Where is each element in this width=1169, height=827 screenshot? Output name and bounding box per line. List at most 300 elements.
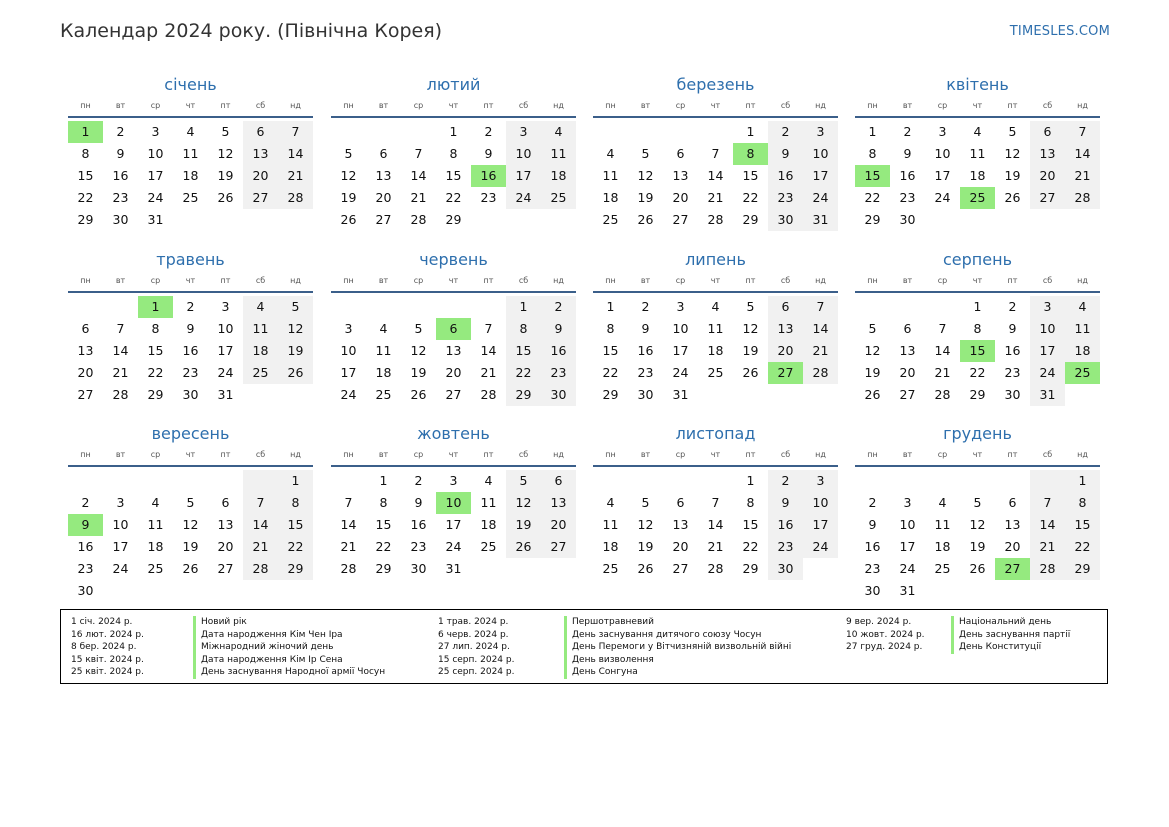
- empty-cell: [995, 470, 1030, 492]
- legend-names-col-1: [193, 616, 385, 679]
- weekday-label: чт: [972, 101, 983, 110]
- day-cell: 23: [637, 365, 654, 380]
- day-cell: 6: [379, 146, 388, 161]
- day-cell: 19: [864, 365, 881, 380]
- day-cell: 11: [969, 146, 986, 161]
- weekday-label: нд: [553, 276, 564, 285]
- day-cell: 20: [541, 514, 576, 536]
- month-block: [593, 74, 838, 231]
- day-cell: 6: [221, 495, 230, 510]
- day-cell: 8: [746, 495, 755, 510]
- brand-link[interactable]: TIMESLES.COM: [1009, 24, 1110, 39]
- day-cell: 13: [672, 168, 689, 183]
- day-cell: 28: [707, 212, 724, 227]
- day-cell: 24: [803, 187, 838, 209]
- header-rule: [68, 116, 313, 118]
- day-cell: 8: [606, 321, 615, 336]
- legend-holiday-name: Першотравневий: [564, 616, 791, 629]
- day-cell: 24: [899, 561, 916, 576]
- weekday-label: нд: [815, 450, 826, 459]
- day-cell: 12: [637, 517, 654, 532]
- day-cell: 18: [602, 190, 619, 205]
- day-cell: 1: [606, 299, 615, 314]
- day-cell: 4: [243, 296, 278, 318]
- day-cell: 2: [768, 121, 803, 143]
- day-cell: 5: [1008, 124, 1017, 139]
- day-cell: 30: [77, 583, 94, 598]
- day-cell: 12: [506, 492, 541, 514]
- day-cell: 20: [1030, 165, 1065, 187]
- day-cell: 5: [868, 321, 877, 336]
- weekday-label: пн: [80, 450, 91, 459]
- empty-cell: [208, 470, 243, 492]
- weekday-label: нд: [1077, 450, 1088, 459]
- legend-date: 15 серп. 2024 р.: [438, 654, 515, 665]
- legend-holiday-name: Міжнародний жіночий день: [193, 641, 385, 654]
- day-cell: 2: [116, 124, 125, 139]
- day-cell: 24: [1030, 362, 1065, 384]
- day-cell: 30: [541, 384, 576, 406]
- day-cell: 2: [768, 470, 803, 492]
- weekday-label: сб: [255, 450, 266, 459]
- day-cell: 21: [707, 539, 724, 554]
- legend-date: 8 бер. 2024 р.: [71, 642, 137, 652]
- day-grid: [593, 121, 838, 231]
- empty-cell: [628, 470, 663, 492]
- day-cell: 17: [445, 517, 462, 532]
- day-cell: 23: [182, 365, 199, 380]
- day-cell: 16: [182, 343, 199, 358]
- day-cell: 2: [81, 495, 90, 510]
- day-cell: 20: [77, 365, 94, 380]
- day-cell: 4: [711, 299, 720, 314]
- weekday-label: пн: [343, 101, 354, 110]
- day-cell: 26: [1004, 190, 1021, 205]
- header-rule: [68, 465, 313, 467]
- header-rule: [331, 291, 576, 293]
- weekday-label: пт: [745, 276, 756, 285]
- weekday-label: нд: [815, 276, 826, 285]
- holiday-day-cell: 8: [733, 143, 768, 165]
- weekday-label: пт: [745, 101, 756, 110]
- weekday-label: пн: [867, 101, 878, 110]
- day-cell: 6: [768, 296, 803, 318]
- day-cell: 13: [375, 168, 392, 183]
- day-cell: 5: [641, 146, 650, 161]
- day-cell: 1: [868, 124, 877, 139]
- weekday-header: [593, 274, 838, 288]
- weekday-label: ср: [413, 450, 424, 459]
- day-cell: 30: [768, 558, 803, 580]
- day-cell: 4: [151, 495, 160, 510]
- empty-cell: [1030, 470, 1065, 492]
- header-rule: [593, 465, 838, 467]
- day-cell: 7: [1030, 492, 1065, 514]
- day-cell: 9: [868, 517, 877, 532]
- day-cell: 30: [410, 561, 427, 576]
- day-cell: 13: [445, 343, 462, 358]
- day-cell: 15: [147, 343, 164, 358]
- day-cell: 29: [602, 387, 619, 402]
- empty-cell: [243, 470, 278, 492]
- empty-cell: [331, 470, 366, 492]
- day-cell: 14: [112, 343, 129, 358]
- day-cell: 18: [541, 165, 576, 187]
- day-cell: 12: [278, 318, 313, 340]
- weekday-label: пн: [80, 276, 91, 285]
- legend-date: 9 вер. 2024 р.: [846, 617, 912, 627]
- day-cell: 8: [449, 146, 458, 161]
- day-cell: 17: [672, 343, 689, 358]
- day-cell: 24: [340, 387, 357, 402]
- weekday-label: сб: [780, 101, 791, 110]
- day-cell: 26: [864, 387, 881, 402]
- day-cell: 8: [151, 321, 160, 336]
- legend-date: 27 груд. 2024 р.: [846, 642, 923, 652]
- weekday-header: [593, 99, 838, 113]
- day-cell: 15: [602, 343, 619, 358]
- day-grid: [855, 296, 1100, 406]
- weekday-label: нд: [1077, 101, 1088, 110]
- weekday-label: чт: [185, 450, 196, 459]
- day-cell: 9: [186, 321, 195, 336]
- day-cell: 21: [410, 190, 427, 205]
- day-cell: 19: [217, 168, 234, 183]
- empty-cell: [436, 296, 471, 318]
- legend-date: 6 черв. 2024 р.: [438, 629, 509, 640]
- day-grid: [331, 121, 576, 231]
- empty-cell: [401, 296, 436, 318]
- day-cell: 14: [278, 143, 313, 165]
- day-cell: 1: [278, 470, 313, 492]
- day-cell: 3: [1030, 296, 1065, 318]
- day-cell: 18: [375, 365, 392, 380]
- legend-date: 27 лип. 2024 р.: [438, 642, 510, 652]
- day-cell: 3: [221, 299, 230, 314]
- day-cell: 17: [340, 365, 357, 380]
- month-name: червень: [419, 250, 488, 269]
- day-cell: 1: [746, 473, 755, 488]
- day-cell: 11: [480, 495, 497, 510]
- day-cell: 27: [243, 187, 278, 209]
- day-cell: 16: [112, 168, 129, 183]
- month-block: [331, 423, 576, 580]
- weekday-label: ср: [413, 101, 424, 110]
- day-cell: 5: [746, 299, 755, 314]
- day-cell: 14: [340, 517, 357, 532]
- weekday-label: сб: [255, 276, 266, 285]
- day-cell: 4: [606, 146, 615, 161]
- day-cell: 6: [903, 321, 912, 336]
- day-cell: 3: [803, 121, 838, 143]
- empty-cell: [366, 296, 401, 318]
- day-cell: 16: [541, 340, 576, 362]
- holiday-day-cell: 25: [960, 187, 995, 209]
- day-cell: 24: [934, 190, 951, 205]
- weekday-label: сб: [1042, 276, 1053, 285]
- weekday-label: нд: [553, 450, 564, 459]
- day-cell: 4: [379, 321, 388, 336]
- day-cell: 9: [1008, 321, 1017, 336]
- holiday-day-cell: 9: [68, 514, 103, 536]
- day-cell: 10: [672, 321, 689, 336]
- day-cell: 17: [803, 165, 838, 187]
- day-cell: 21: [707, 190, 724, 205]
- day-cell: 7: [278, 121, 313, 143]
- day-cell: 27: [217, 561, 234, 576]
- header-rule: [331, 116, 576, 118]
- weekday-label: ср: [675, 276, 686, 285]
- day-cell: 4: [973, 124, 982, 139]
- day-cell: 16: [899, 168, 916, 183]
- empty-cell: [68, 470, 103, 492]
- day-cell: 9: [903, 146, 912, 161]
- day-cell: 18: [969, 168, 986, 183]
- legend-holiday-name: День заснування партії: [951, 629, 1070, 642]
- weekday-label: чт: [448, 276, 459, 285]
- legend-holiday-name: Дата народження Кім Чен Іра: [193, 629, 385, 642]
- day-cell: 20: [768, 340, 803, 362]
- holiday-day-cell: 10: [436, 492, 471, 514]
- weekday-header: [855, 99, 1100, 113]
- day-cell: 14: [410, 168, 427, 183]
- month-block: [593, 249, 838, 406]
- day-cell: 10: [147, 146, 164, 161]
- empty-cell: [331, 121, 366, 143]
- day-cell: 1: [379, 473, 388, 488]
- day-cell: 2: [1008, 299, 1017, 314]
- day-cell: 2: [414, 473, 423, 488]
- day-cell: 2: [541, 296, 576, 318]
- empty-cell: [698, 470, 733, 492]
- header-rule: [855, 116, 1100, 118]
- weekday-label: вт: [640, 276, 651, 285]
- weekday-label: вт: [115, 276, 126, 285]
- day-cell: 25: [707, 365, 724, 380]
- header-rule: [855, 465, 1100, 467]
- day-cell: 19: [340, 190, 357, 205]
- day-cell: 11: [375, 343, 392, 358]
- weekday-label: пт: [483, 276, 494, 285]
- day-cell: 27: [77, 387, 94, 402]
- legend-date: 1 січ. 2024 р.: [71, 617, 133, 627]
- day-cell: 16: [410, 517, 427, 532]
- day-cell: 22: [1065, 536, 1100, 558]
- day-cell: 30: [112, 212, 129, 227]
- weekday-label: вт: [640, 450, 651, 459]
- weekday-label: пн: [80, 101, 91, 110]
- day-cell: 21: [480, 365, 497, 380]
- day-cell: 4: [606, 495, 615, 510]
- day-cell: 25: [375, 387, 392, 402]
- day-cell: 17: [934, 168, 951, 183]
- month-block: [331, 249, 576, 406]
- day-cell: 10: [506, 143, 541, 165]
- day-cell: 28: [112, 387, 129, 402]
- day-cell: 26: [637, 561, 654, 576]
- month-name: листопад: [675, 424, 756, 443]
- day-cell: 30: [768, 209, 803, 231]
- day-cell: 21: [1065, 165, 1100, 187]
- day-cell: 26: [410, 387, 427, 402]
- weekday-label: вт: [378, 101, 389, 110]
- day-cell: 17: [803, 514, 838, 536]
- day-cell: 9: [641, 321, 650, 336]
- day-cell: 19: [637, 539, 654, 554]
- month-block: [331, 74, 576, 231]
- day-cell: 15: [375, 517, 392, 532]
- day-cell: 11: [243, 318, 278, 340]
- day-cell: 31: [147, 212, 164, 227]
- day-cell: 30: [864, 583, 881, 598]
- day-cell: 27: [375, 212, 392, 227]
- day-cell: 4: [938, 495, 947, 510]
- day-cell: 5: [186, 495, 195, 510]
- day-cell: 27: [541, 536, 576, 558]
- day-cell: 28: [243, 558, 278, 580]
- day-cell: 29: [864, 212, 881, 227]
- weekday-label: сб: [1042, 101, 1053, 110]
- empty-cell: [138, 470, 173, 492]
- empty-cell: [698, 121, 733, 143]
- weekday-label: сб: [255, 101, 266, 110]
- weekday-label: вт: [902, 276, 913, 285]
- weekday-header: [331, 274, 576, 288]
- day-cell: 30: [637, 387, 654, 402]
- weekday-label: пн: [343, 276, 354, 285]
- legend-holiday-name: День визволення: [564, 654, 791, 667]
- day-cell: 7: [938, 321, 947, 336]
- weekday-label: пн: [867, 276, 878, 285]
- day-cell: 15: [506, 340, 541, 362]
- day-cell: 26: [506, 536, 541, 558]
- day-cell: 14: [243, 514, 278, 536]
- day-cell: 19: [182, 539, 199, 554]
- day-cell: 10: [803, 492, 838, 514]
- day-cell: 16: [768, 165, 803, 187]
- day-cell: 7: [484, 321, 493, 336]
- day-cell: 22: [742, 190, 759, 205]
- day-cell: 22: [147, 365, 164, 380]
- empty-cell: [593, 470, 628, 492]
- day-cell: 29: [445, 212, 462, 227]
- day-cell: 20: [672, 190, 689, 205]
- day-cell: 21: [934, 365, 951, 380]
- day-cell: 12: [182, 517, 199, 532]
- header-rule: [855, 291, 1100, 293]
- day-cell: 2: [903, 124, 912, 139]
- month-name: лютий: [426, 75, 481, 94]
- day-cell: 2: [641, 299, 650, 314]
- day-cell: 14: [480, 343, 497, 358]
- day-cell: 22: [969, 365, 986, 380]
- day-cell: 5: [278, 296, 313, 318]
- day-cell: 21: [112, 365, 129, 380]
- day-cell: 16: [77, 539, 94, 554]
- day-cell: 18: [147, 539, 164, 554]
- day-cell: 20: [899, 365, 916, 380]
- day-cell: 17: [112, 539, 129, 554]
- day-cell: 13: [217, 517, 234, 532]
- day-grid: [593, 296, 838, 406]
- day-cell: 24: [506, 187, 541, 209]
- day-cell: 13: [541, 492, 576, 514]
- day-cell: 27: [899, 387, 916, 402]
- day-cell: 13: [1030, 143, 1065, 165]
- weekday-label: сб: [518, 101, 529, 110]
- day-cell: 25: [541, 187, 576, 209]
- day-cell: 16: [637, 343, 654, 358]
- empty-cell: [593, 121, 628, 143]
- month-name: вересень: [151, 424, 230, 443]
- weekday-label: сб: [780, 450, 791, 459]
- day-cell: 7: [803, 296, 838, 318]
- day-cell: 6: [676, 495, 685, 510]
- day-grid: [68, 121, 313, 231]
- day-grid: [593, 470, 838, 580]
- empty-cell: [925, 296, 960, 318]
- day-cell: 18: [707, 343, 724, 358]
- day-cell: 12: [742, 321, 759, 336]
- header-rule: [68, 291, 313, 293]
- legend-dates-col-1: [71, 616, 144, 679]
- weekday-label: пт: [483, 101, 494, 110]
- weekday-label: чт: [710, 101, 721, 110]
- day-cell: 24: [672, 365, 689, 380]
- weekday-label: сб: [780, 276, 791, 285]
- day-cell: 3: [803, 470, 838, 492]
- weekday-label: чт: [448, 450, 459, 459]
- weekday-label: ср: [937, 101, 948, 110]
- day-cell: 1: [1065, 470, 1100, 492]
- day-cell: 15: [1065, 514, 1100, 536]
- month-name: серпень: [943, 250, 1012, 269]
- day-cell: 20: [375, 190, 392, 205]
- day-cell: 24: [445, 539, 462, 554]
- weekday-label: пт: [1007, 101, 1018, 110]
- day-cell: 8: [379, 495, 388, 510]
- day-cell: 21: [340, 539, 357, 554]
- day-cell: 23: [410, 539, 427, 554]
- legend-date: 25 серп. 2024 р.: [438, 667, 515, 677]
- day-cell: 3: [938, 124, 947, 139]
- empty-cell: [366, 121, 401, 143]
- day-cell: 14: [1030, 514, 1065, 536]
- day-cell: 16: [768, 514, 803, 536]
- day-cell: 27: [445, 387, 462, 402]
- day-cell: 14: [1065, 143, 1100, 165]
- weekday-label: пн: [605, 450, 616, 459]
- day-cell: 22: [445, 190, 462, 205]
- day-cell: 6: [541, 470, 576, 492]
- day-grid: [331, 296, 576, 406]
- day-cell: 6: [243, 121, 278, 143]
- day-cell: 13: [768, 318, 803, 340]
- day-cell: 7: [1065, 121, 1100, 143]
- weekday-label: чт: [972, 450, 983, 459]
- empty-cell: [960, 470, 995, 492]
- day-cell: 18: [480, 517, 497, 532]
- day-cell: 29: [77, 212, 94, 227]
- weekday-label: нд: [553, 101, 564, 110]
- month-name: квітень: [946, 75, 1009, 94]
- day-cell: 23: [480, 190, 497, 205]
- day-cell: 12: [340, 168, 357, 183]
- day-cell: 7: [344, 495, 353, 510]
- day-cell: 13: [243, 143, 278, 165]
- day-cell: 28: [1030, 558, 1065, 580]
- day-cell: 3: [344, 321, 353, 336]
